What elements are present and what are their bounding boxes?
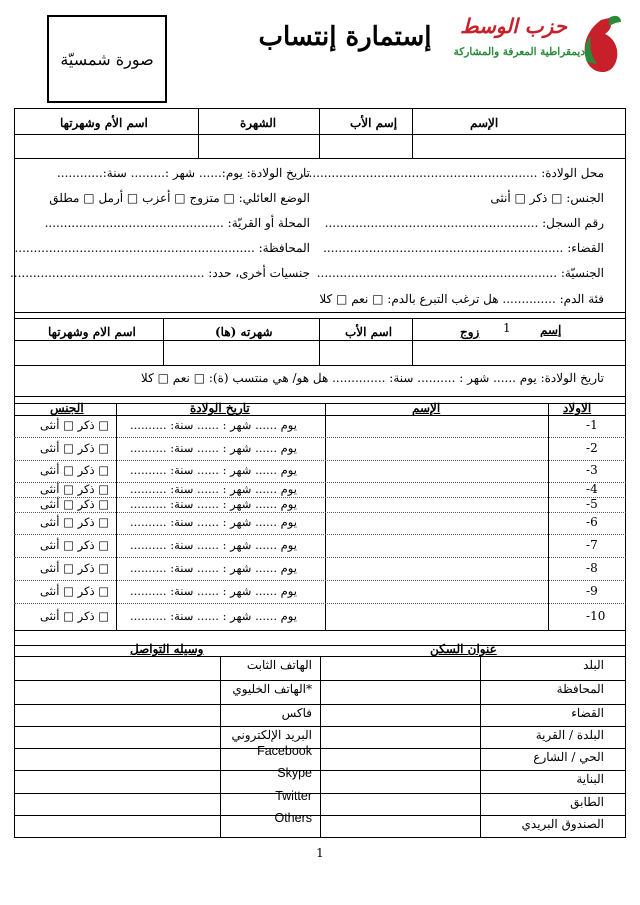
row-divider (14, 770, 626, 771)
children-birth-header: تاريخ الولادة (190, 401, 250, 415)
children-gender-header: الجنس (50, 401, 84, 415)
row-divider (14, 815, 626, 816)
row-divider (14, 497, 626, 498)
contact-label: البريد الإلكتروني (231, 728, 312, 742)
locality-field[interactable]: المحلة أو القريّة: ............................................... (44, 216, 310, 230)
row-divider (14, 534, 626, 535)
contact-label: Others (274, 811, 312, 825)
spouse-surname-header: شهرته (ها) (215, 325, 273, 339)
nationality-field[interactable]: الجنسيّة: ............................................................... (316, 266, 604, 280)
child-gender-field[interactable]: □ ذكر □ أنثى (40, 515, 110, 529)
row-divider (14, 793, 626, 794)
child-birth-date-field[interactable]: يوم ...... شهر : ...... سنة: .......... (130, 496, 297, 511)
address-label: البلد (583, 658, 604, 672)
child-birth-date-field[interactable]: يوم ...... شهر : ...... سنة: .......... (130, 481, 297, 496)
child-index: 1- (586, 418, 598, 432)
spouse-father-header: اسم الأب (345, 325, 393, 339)
row-divider (14, 603, 626, 604)
row-divider (14, 557, 626, 558)
children-index-header: الاولاد (563, 401, 592, 415)
member-mother-header: اسم الأم وشهرتها (60, 116, 148, 130)
child-gender-field[interactable]: □ ذكر □ أنثى (40, 418, 110, 432)
child-index: 9- (586, 583, 598, 598)
row-divider (14, 437, 626, 438)
gender-field[interactable]: الجنس: □ ذكر □ أنثى (490, 191, 604, 205)
address-label: المحافظة (556, 682, 604, 696)
address-label: الحي / الشارع (533, 750, 604, 764)
contact-label: الهاتف الثابت (246, 658, 312, 672)
spouse-name-header: إسم (540, 323, 562, 337)
address-header: عنوان السكن (430, 642, 497, 656)
child-gender-field[interactable]: □ ذكر □ أنثى (40, 537, 110, 552)
spouse-number: 1 (503, 321, 511, 335)
member-name-header: الإسم (470, 116, 499, 130)
child-index: 2- (586, 440, 598, 455)
child-gender-field[interactable]: □ ذكر □ أنثى (40, 481, 110, 496)
child-birth-date-field[interactable]: يوم ...... شهر : ...... سنة: .......... (130, 537, 297, 552)
address-label: الصندوق البريدي (521, 817, 604, 831)
child-birth-date-field[interactable]: يوم ...... شهر : ...... سنة: .......... (130, 515, 297, 529)
child-index: 3- (586, 463, 598, 477)
district-field[interactable]: القضاء: ............................................................... (323, 241, 604, 255)
form-title: إستمارة إنتساب (258, 22, 432, 52)
birth-date-field[interactable]: تاريخ الولادة: يوم:...... شهر :......... سنة:............ (56, 166, 310, 180)
child-birth-date-field[interactable]: يوم ...... شهر : ...... سنة: .......... (130, 418, 297, 432)
governorate-field[interactable]: المحافظة: ............................................................... (14, 241, 310, 255)
child-index: 7- (586, 537, 598, 552)
contact-label: Skype (277, 766, 312, 780)
contact-header: وسيله التواصل (130, 642, 204, 656)
child-gender-field[interactable]: □ ذكر □ أنثى (40, 560, 110, 575)
child-birth-date-field[interactable]: يوم ...... شهر : ...... سنة: .......... (130, 583, 297, 598)
child-index: 5- (586, 496, 598, 511)
address-label: البلدة / القرية (535, 728, 604, 742)
row-divider (14, 482, 626, 483)
marital-status-field[interactable]: الوضع العائلي: □ متزوج □ أعزب □ أرمل □ مطلق (49, 191, 310, 205)
member-father-header: إسم الأب (350, 116, 398, 130)
row-divider (14, 704, 626, 705)
address-label: القضاء (571, 706, 604, 720)
child-birth-date-field[interactable]: يوم ...... شهر : ...... سنة: .......... (130, 440, 297, 455)
row-divider (14, 680, 626, 681)
row-divider (14, 726, 626, 727)
member-surname-header: الشهرة (240, 116, 277, 130)
row-divider (14, 460, 626, 461)
photo-label: صورة شمسيّة (60, 49, 154, 69)
row-divider (14, 580, 626, 581)
birth-place-field[interactable]: محل الولادة: .............................................................. (300, 166, 604, 180)
address-label: البناية (576, 772, 604, 786)
child-index: 6- (586, 515, 598, 529)
child-birth-date-field[interactable]: يوم ...... شهر : ...... سنة: .......... (130, 560, 297, 575)
photo-box[interactable] (47, 15, 167, 103)
child-gender-field[interactable]: □ ذكر □ أنثى (40, 583, 110, 598)
spouse-mother-header: اسم الام وشهرتها (48, 325, 136, 339)
other-nationality-field[interactable]: جنسيات أخرى، حدد: ................................................... (9, 266, 310, 280)
children-name-header: الإسم (412, 401, 441, 415)
party-logo (455, 12, 625, 82)
child-birth-date-field[interactable]: يوم ...... شهر : ...... سنة: .......... (130, 463, 297, 477)
child-gender-field[interactable]: □ ذكر □ أنثى (40, 440, 110, 455)
child-index: 10- (586, 608, 606, 623)
blood-type-field[interactable]: فئة الدم: .............. هل ترغب التبرع بالدم: □ نعم □ كلا (319, 292, 604, 306)
row-divider (14, 512, 626, 513)
child-gender-field[interactable]: □ ذكر □ أنثى (40, 496, 110, 511)
party-slogan: ديمقراطية المعرفة والمشاركة (453, 46, 585, 58)
register-number-field[interactable]: رقم السجل: ........................................................ (324, 216, 604, 230)
spouse-relation-header: زوج (460, 325, 480, 339)
contact-label: Facebook (257, 744, 312, 758)
address-label: الطابق (570, 795, 604, 809)
child-index: 4- (586, 481, 598, 496)
row-divider (14, 748, 626, 749)
spouse-birth-line[interactable]: تاريخ الولادة: يوم ...... شهر : .......... سنة: .............. هل هو/ هي منتسب (ة): □ نعم □ كلا (140, 371, 604, 385)
page-number: 1 (316, 846, 324, 860)
child-gender-field[interactable]: □ ذكر □ أنثى (40, 463, 110, 477)
child-index: 8- (586, 560, 598, 575)
party-name: حزب الوسط (460, 14, 567, 38)
contact-label: فاكس (281, 706, 312, 720)
child-birth-date-field[interactable]: يوم ...... شهر : ...... سنة: .......... (130, 608, 297, 623)
contact-label: Twitter (275, 789, 312, 803)
child-gender-field[interactable]: □ ذكر □ أنثى (40, 608, 110, 623)
contact-label: *الهاتف الخليوي (232, 682, 312, 696)
